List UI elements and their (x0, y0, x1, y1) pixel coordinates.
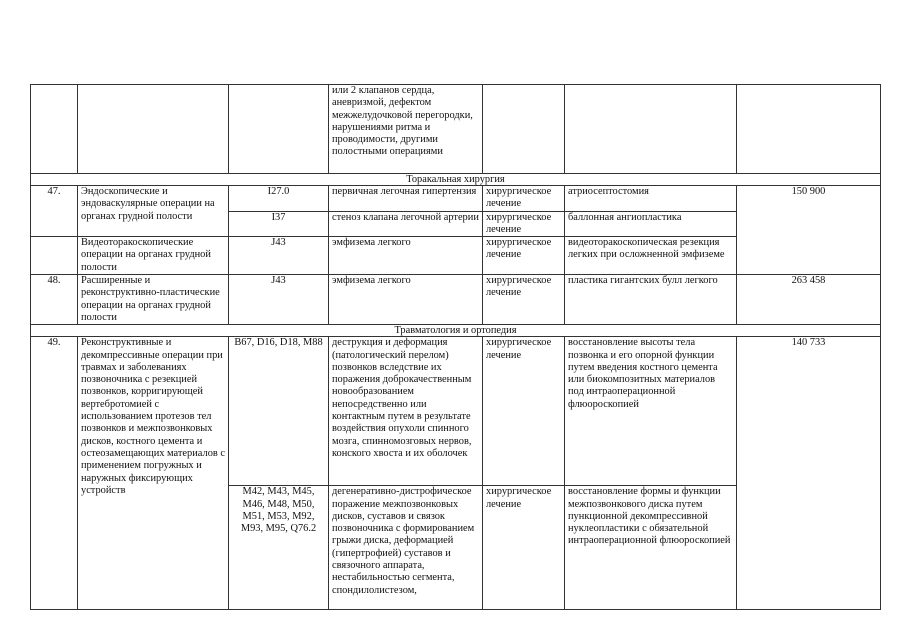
mkb-code (229, 85, 329, 174)
treatment-method: восстановление высоты тела позвонка и его опорной функции путем введения костного цемента или биокомпозитных материалов под интраоперационной флюороскопией (565, 337, 737, 486)
care-type-name: Видеоторакоскопические операции на органах грудной полости (78, 237, 229, 275)
mkb-code: J43 (229, 237, 329, 275)
price: 263 458 (737, 275, 881, 325)
treatment-method: пластика гигантских булл легкого (565, 275, 737, 325)
section-header-row (31, 325, 881, 337)
mkb-code: I27.0 (229, 186, 329, 212)
disease-model: эмфизема легкого (329, 275, 483, 325)
disease-model: первичная легочная гипертензия (329, 186, 483, 212)
treatment-method: атриосептостомия (565, 186, 737, 212)
row-number: 49. (31, 337, 78, 610)
disease-model: деструкция и деформация (патологический перелом) позвонков вследствие их поражения доброкачественным новообразованием непосредственно или контактным путем в результате воздействия опухоли спинного мозга, спинномозговых нервов, конского хвоста и их оболочек (329, 337, 483, 486)
table-row (31, 85, 881, 174)
section-title-trauma: Травматология и ортопедия (31, 325, 881, 337)
price: 150 900 (737, 186, 881, 275)
price (737, 85, 881, 174)
price: 140 733 (737, 337, 881, 610)
treatment-type: хирургическое лечение (483, 211, 565, 237)
treatment-method (565, 85, 737, 174)
table-row (31, 337, 881, 486)
row-number: 48. (31, 275, 78, 325)
treatment-method: баллонная ангиопластика (565, 211, 737, 237)
disease-model: эмфизема легкого (329, 237, 483, 275)
section-title-thoracic: Торакальная хирургия (31, 174, 881, 186)
treatment-method: восстановление формы и функции межпозвонкового диска путем пункционной декомпрессивной нуклеопластики с обязательной интраоперационной флюороскопией (565, 486, 737, 610)
mkb-code: M42, M43, M45, M46, M48, M50, M51, M53, M92, M93, M95, Q76.2 (229, 486, 329, 610)
row-number: 47. (31, 186, 78, 237)
row-number (31, 237, 78, 275)
treatment-type: хирургическое лечение (483, 237, 565, 275)
section-header-row (31, 174, 881, 186)
disease-model: или 2 клапанов сердца, аневризмой, дефектом межжелудочковой перегородки, нарушениями ритма и проводимости, другими полостными операциями (329, 85, 483, 174)
mkb-code: B67, D16, D18, M88 (229, 337, 329, 486)
treatment-type (483, 85, 565, 174)
care-type-name: Эндоскопические и эндоваскулярные операции на органах грудной полости (78, 186, 229, 237)
table-row (31, 186, 881, 212)
treatment-type: хирургическое лечение (483, 337, 565, 486)
row-number (31, 85, 78, 174)
care-type-name: Реконструктивные и декомпрессивные операции при травмах и заболеваниях позвоночника с резекцией позвонков, корригирующей вертебротомией с использованием протезов тел позвонков и межпозвонковых дисков, костного цемента и остеозамещающих материалов с применением погружных и наружных фиксирующих устройств (78, 337, 229, 610)
treatment-type: хирургическое лечение (483, 186, 565, 212)
treatment-type: хирургическое лечение (483, 486, 565, 610)
treatment-method: видеоторакоскопическая резекция легких при осложненной эмфиземе (565, 237, 737, 275)
disease-model: дегенеративно-дистрофическое поражение межпозвонковых дисков, суставов и связок позвоночника с формированием грыжи диска, деформацией (гипертрофией) суставов и связочного аппарата, нестабильностью сегмента, спондилолистезом, (329, 486, 483, 610)
mkb-code: J43 (229, 275, 329, 325)
table-row (31, 275, 881, 325)
care-type-name: Расширенные и реконструктивно-пластические операции на органах грудной полости (78, 275, 229, 325)
medical-care-table (30, 84, 881, 610)
disease-model: стеноз клапана легочной артерии (329, 211, 483, 237)
mkb-code: I37 (229, 211, 329, 237)
care-type-name (78, 85, 229, 174)
treatment-type: хирургическое лечение (483, 275, 565, 325)
